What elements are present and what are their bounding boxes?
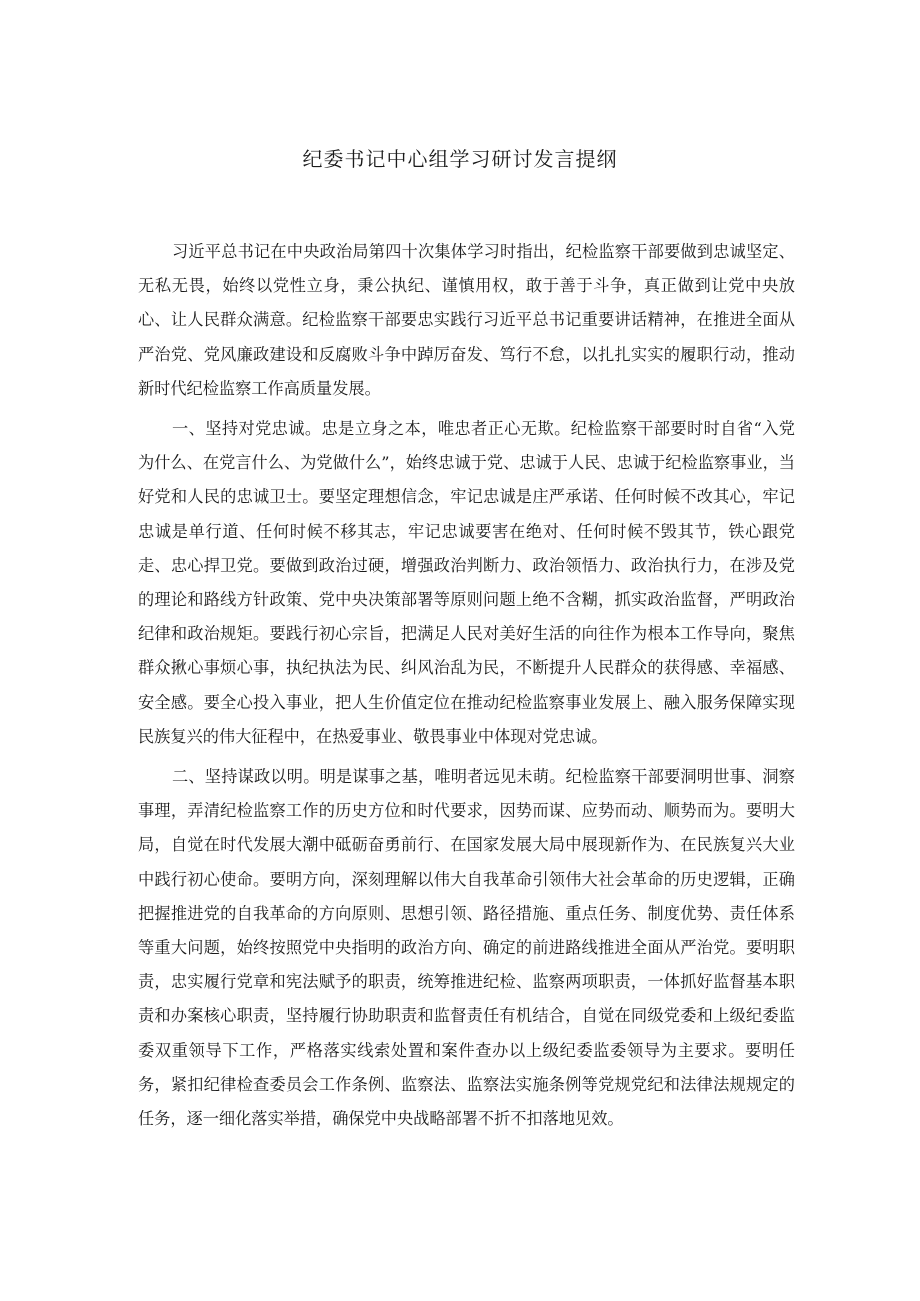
document-body (138, 235, 795, 1142)
section-1-paragraph: 一、坚持对党忠诚。忠是立身之本，唯忠者正心无欺。纪检监察干部要时时自省“入党为什么、在党言什么、为党做什么”，始终忠诚于党、忠诚于人民、忠诚于纪检监察事业，当好党和人民的忠诚卫士。要坚定理想信念，牢记忠诚是庄严承诺、任何时候不改其心，牢记忠诚是单行道、任何时候不移其志，牢记忠诚要害在绝对、任何时候不毁其节，铁心跟党走、忠心捍卫党。要做到政治过硬，增强政治判断力、政治领悟力、政治执行力，在涉及党的理论和路线方针政策、党中央决策部署等原则问题上绝不含糊，抓实政治监督，严明政治纪律和政治规矩。要践行初心宗旨，把满足人民对美好生活的向往作为根本工作导向，聚焦群众揪心事烦心事，执纪执法为民、纠风治乱为民，不断提升人民群众的获得感、幸福感、安全感。要全心投入事业，把人生价值定位在推动纪检监察事业发展上、融入服务保障实现民族复兴的伟大征程中，在热爱事业、敬畏事业中体现对党忠诚。 (138, 419, 795, 746)
intro-paragraph: 习近平总书记在中央政治局第四十次集体学习时指出，纪检监察干部要做到忠诚坚定、无私无畏，始终以党性立身，秉公执纪、谨慎用权，敢于善于斗争，真正做到让党中央放心、让人民群众满意。纪检监察干部要忠实践行习近平总书记重要讲话精神，在推进全面从严治党、党风廉政建设和反腐败斗争中踔厉奋发、笃行不怠，以扎扎实实的履职行动，推动新时代纪检监察工作高质量发展。 (138, 242, 795, 398)
section-2-paragraph: 二、坚持谋政以明。明是谋事之基，唯明者远见未萌。纪检监察干部要洞明世事、洞察事理，弄清纪检监察工作的历史方位和时代要求，因势而谋、应势而动、顺势而为。要明大局，自觉在时代发展大潮中砥砺奋勇前行、在国家发展大局中展现新作为、在民族复兴大业中践行初心使命。要明方向，深刻理解以伟大自我革命引领伟大社会革命的历史逻辑，正确把握推进党的自我革命的方向原则、思想引领、路径措施、重点任务、制度优势、责任体系等重大问题，始终按照党中央指明的政治方向、确定的前进路线推进全面从严治党。要明职责，忠实履行党章和宪法赋予的职责，统筹推进纪检、监察两项职责，一体抓好监督基本职责和办案核心职责，坚持履行协助职责和监督责任有机结合，自觉在同级党委和上级纪委监委双重领导下工作，严格落实线索处置和案件查办以上级纪委监委领导为主要求。要明任务，紧扣纪律检查委员会工作条例、监察法、监察法实施条例等党规党纪和法律法规规定的任务，逐一细化落实举措，确保党中央战略部署不折不扣落地见效。 (138, 767, 795, 1129)
document-title: 纪委书记中心组学习研讨发言提纲 (302, 147, 618, 171)
